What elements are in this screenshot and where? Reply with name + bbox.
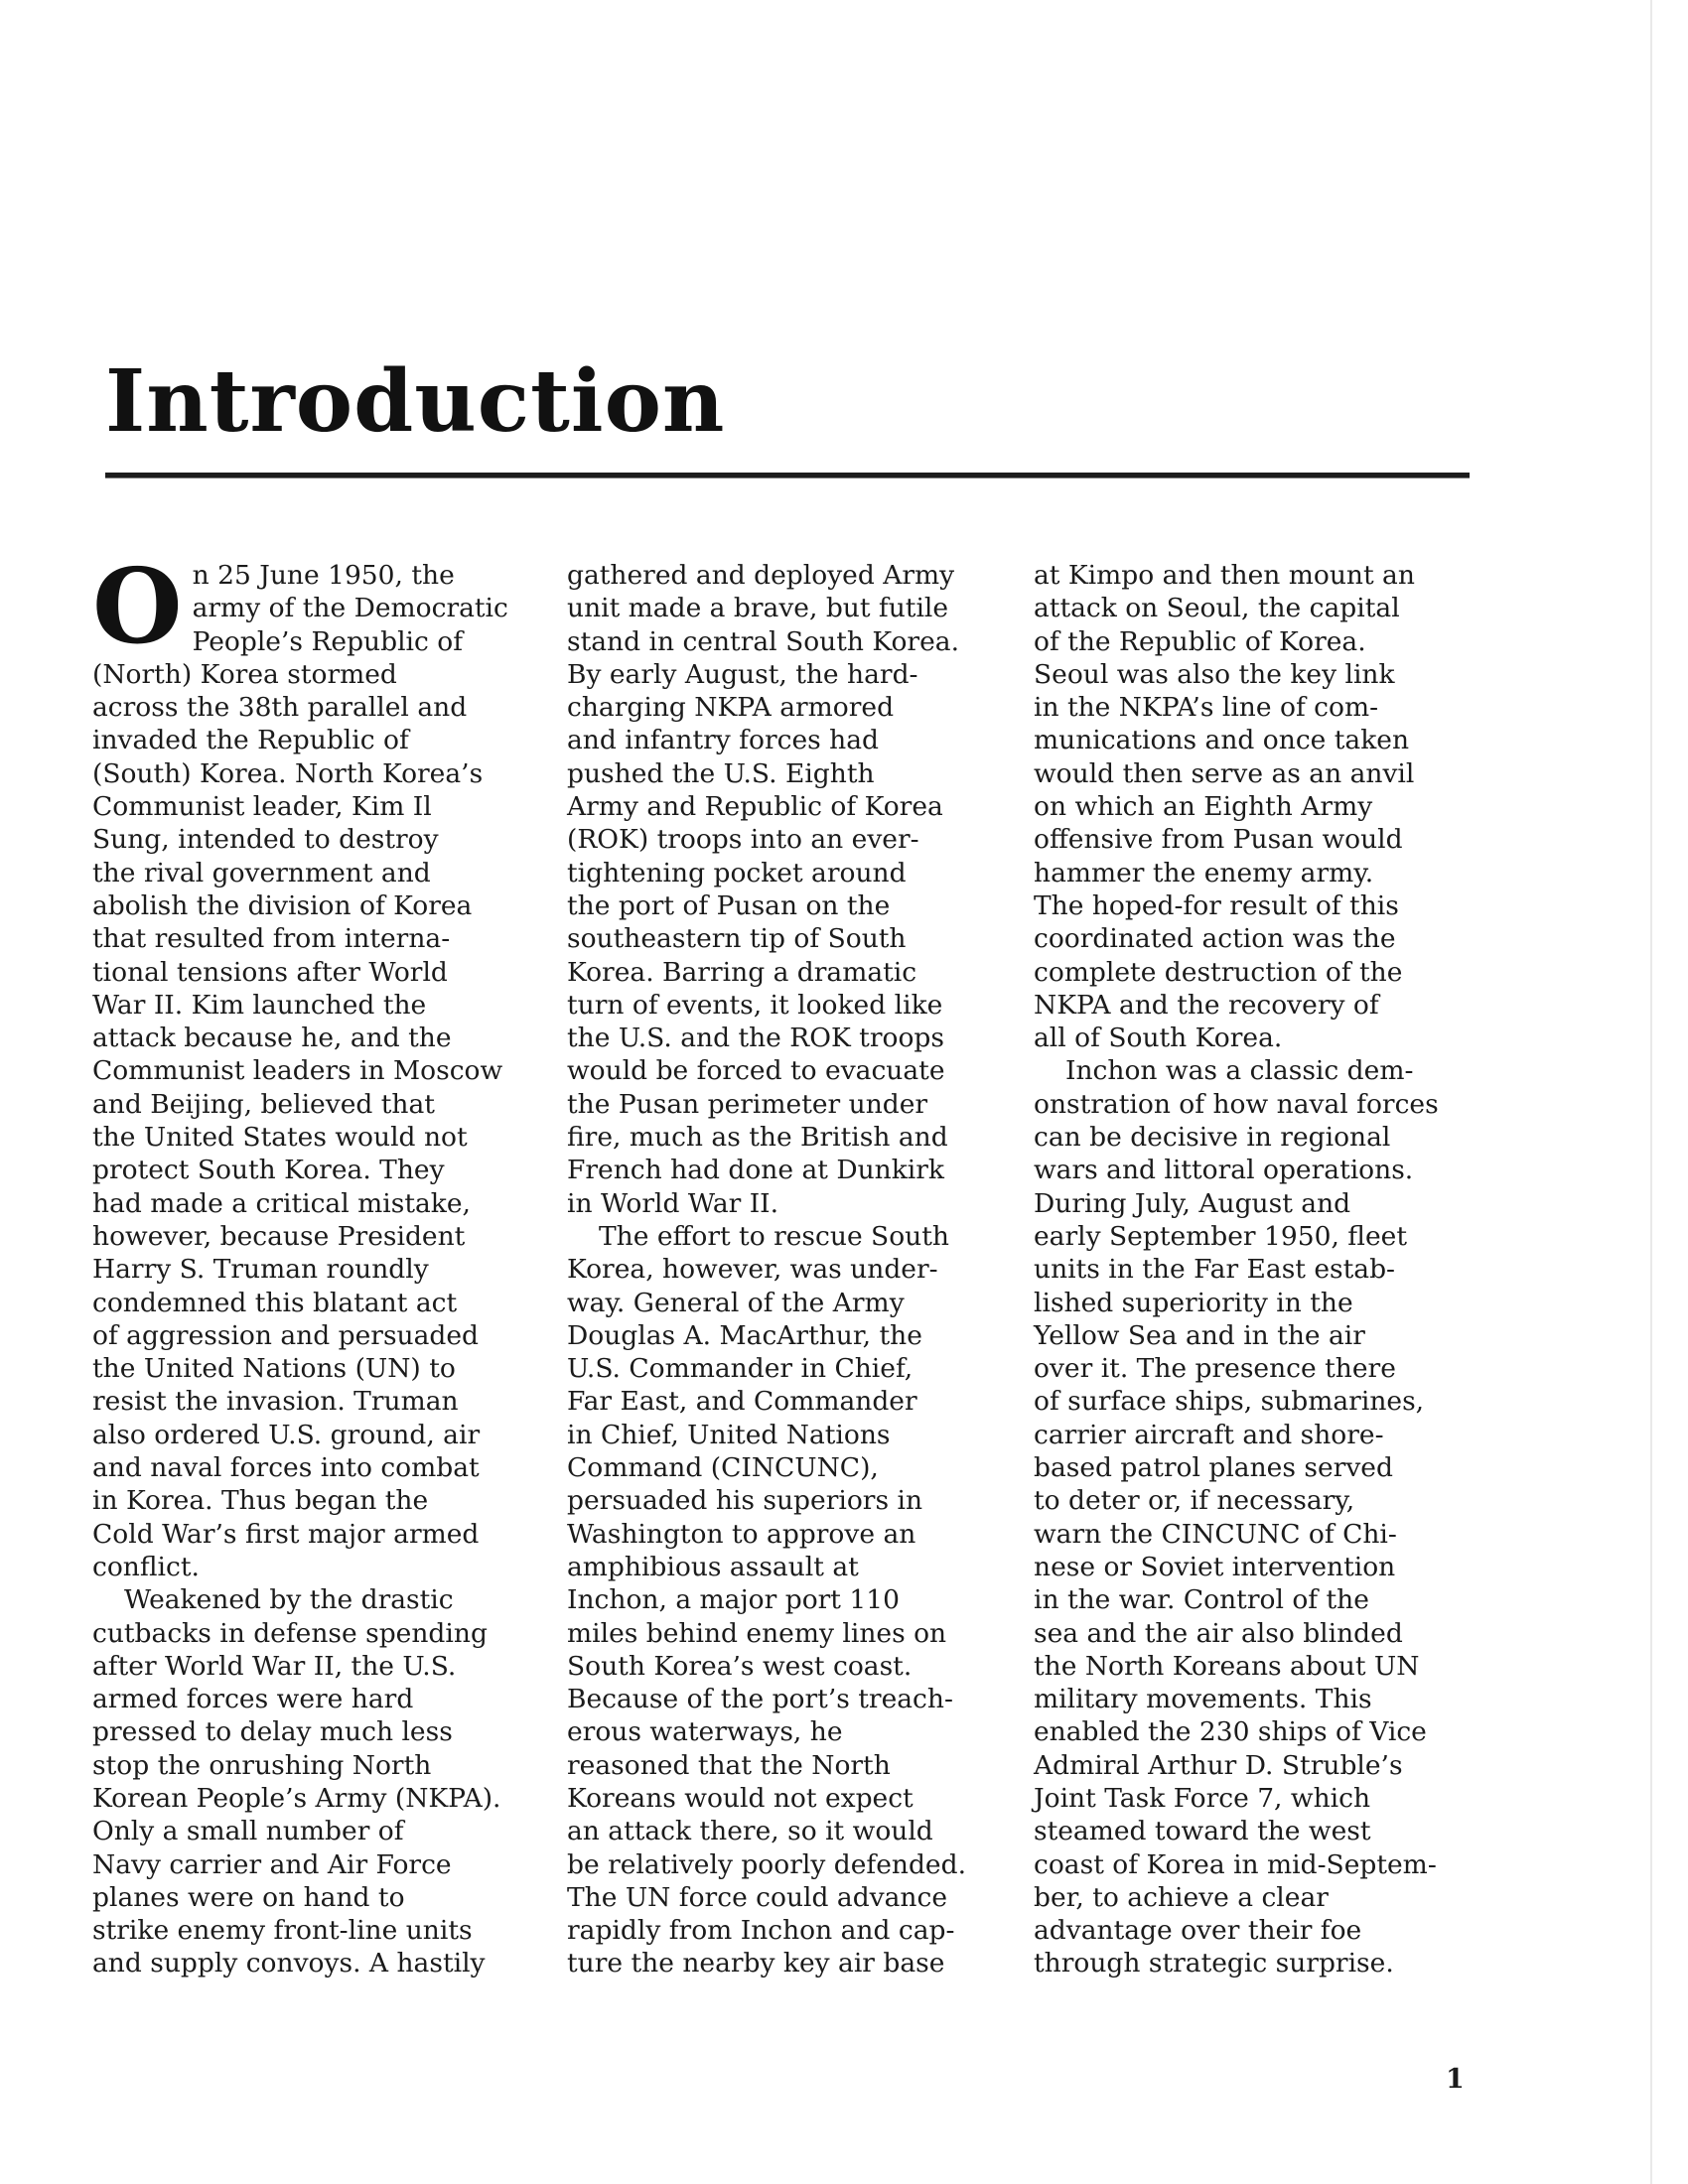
paragraph-3-continued: at Kimpo and then mount an attack on Seoul, the capital of the Republic of Korea. Seoul was also the key link in the NKPA’s line of com- munications and once taken would then serve as an anvil on which an Eighth Army offensive from Pusan would hammer the enemy army. The hoped-for result of this coordinated action was the complete destruction of the NKPA and the recovery of all of South Korea. [1034,560,1415,1054]
text-column-1 [92,545,525,1980]
paragraph-1: n 25 June 1950, the army of the Democratic People’s Republic of (North) Korea stormed across the 38th parallel and invaded the Republic of (South) Korea. North Korea’s Communist leader, Kim Il Sung, intended to destroy the rival government and abolish the division of Korea that resulted from interna- tional tensions after World War II. Kim launched the attack because he, and the Communist leaders in Moscow and Beijing, believed that the United States would not protect South Korea. They had made a critical mistake, however, because President Harry S. Truman roundly condemned this blatant act of aggression and persuaded the United Nations (UN) to resist the invasion. Truman also ordered U.S. ground, air and naval forces into combat in Korea. Thus began the Cold War’s first major armed conflict. [92,560,508,1582]
page-title: Introduction [105,351,726,452]
text-column-2 [567,559,1000,1980]
paragraph-4: Inchon was a classic dem- onstration of how naval forces can be decisive in regional wars and littoral operations. During July, August and early September 1950, fleet units in the Far East estab- lished superiority in the Yellow Sea and in the air over it. The presence there of surface ships, submarines, carrier aircraft and shore- based patrol planes served to deter or, if necessary, warn the CINCUNC of Chi- nese or Soviet intervention in the war. Control of the sea and the air also blinded the North Koreans about UN military movements. This enabled the 230 ships of Vice Admiral Arthur D. Struble’s Joint Task Force 7, which steamed toward the west coast of Korea in mid-Septem- ber, to achieve a clear advantage over their foe through strategic surprise. [1034,1055,1439,1979]
text-column-3 [1034,559,1467,1980]
paragraph-3: The effort to rescue South Korea, however, was under- way. General of the Army Douglas A. MacArthur, the U.S. Commander in Chief, Far East, and Commander in Chief, United Nations Command (CINCUNC), persuaded his superiors in Washington to approve an amphibious assault at Inchon, a major port 110 miles behind enemy lines on South Korea’s west coast. Because of the port’s treach- erous waterways, he reasoned that the North Koreans would not expect an attack there, so it would be relatively poorly defended. The UN force could advance rapidly from Inchon and cap- ture the nearby key air base [567,1220,966,1979]
paragraph-2: Weakened by the drastic cutbacks in defense spending after World War II, the U.S. armed forces were hard pressed to delay much less stop the onrushing North Korean People’s Army (NKPA). Only a small number of Navy carrier and Air Force planes were on hand to strike enemy front-line units and supply convoys. A hastily [92,1584,501,1979]
title-rule [105,473,1470,478]
paragraph-2-continued: gathered and deployed Army unit made a brave, but futile stand in central South Korea. By early August, the hard- charging NKPA armored and infantry forces had pushed the U.S. Eighth Army and Republic of Korea (ROK) troops into an ever- tightening pocket around the port of Pusan on the southeastern tip of South Korea. Barring a dramatic turn of events, it looked like the U.S. and the ROK troops would be forced to evacuate the Pusan perimeter under fire, much as the British and French had done at Dunkirk in World War II. [567,560,960,1219]
page-number: 1 [1446,2064,1465,2095]
page-edge-shadow [1650,0,1652,2184]
drop-cap: O [92,545,183,667]
